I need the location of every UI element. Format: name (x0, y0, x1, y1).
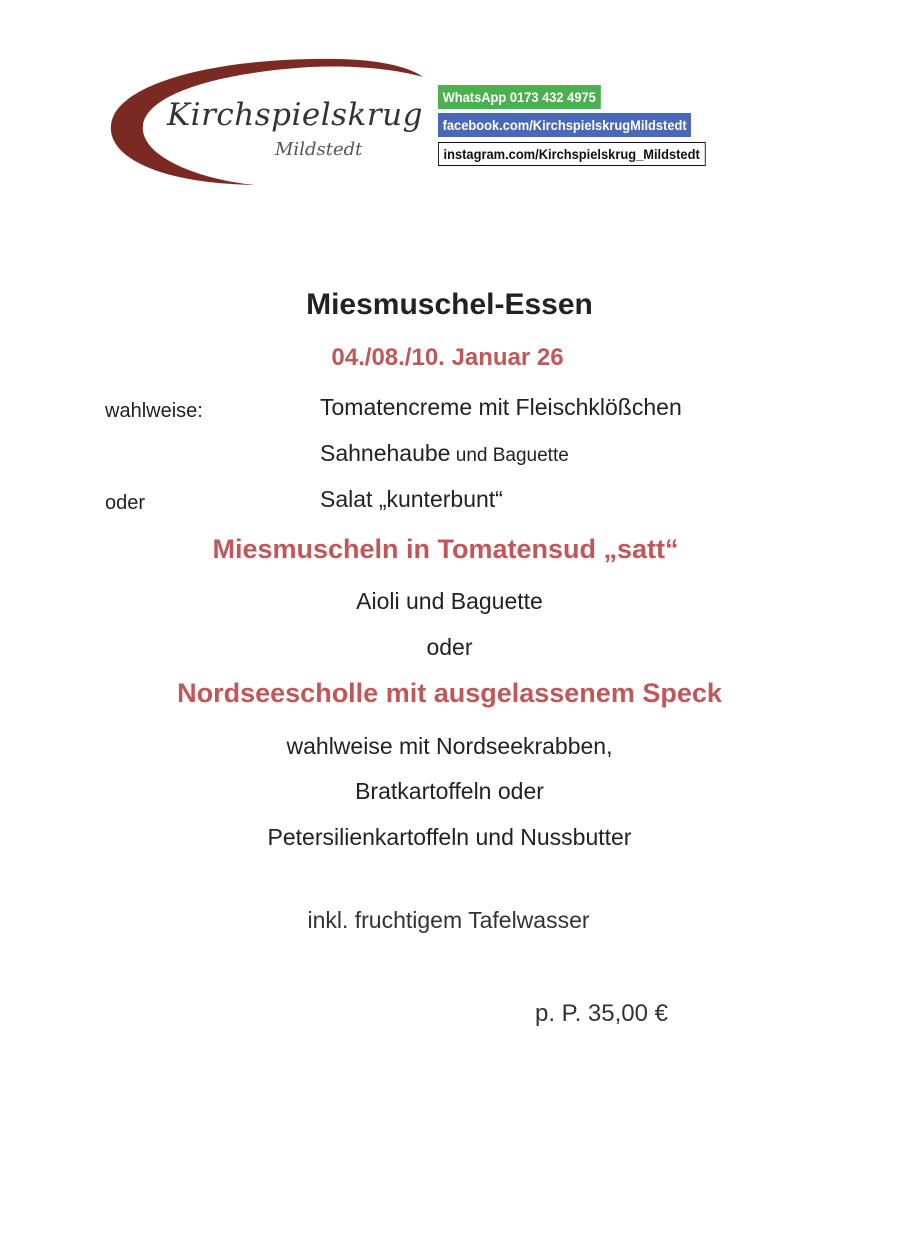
plaice-side-3: Petersilienkartoffeln und Nussbutter (267, 824, 632, 850)
starter-soup-extra (320, 440, 569, 467)
price: p. P. 35,00 € (535, 1000, 669, 1027)
mussels-side: Aioli und Baguette (356, 588, 543, 614)
main-course-mussels: Miesmuscheln in Tomatensud „satt“ (212, 534, 679, 564)
starter-label-choice: wahlweise: (105, 400, 203, 422)
starter-soup-topping: Sahnehaube (320, 440, 451, 466)
restaurant-logo (105, 55, 425, 195)
plaice-side-1: wahlweise mit Nordseekrabben, (286, 733, 613, 759)
logo-subtitle: Mildstedt (275, 139, 363, 160)
menu-title: Miesmuschel-Essen (306, 288, 593, 321)
event-dates: 04./08./10. Januar 26 (331, 344, 564, 371)
drink-included: inkl. fruchtigem Tafelwasser (307, 907, 590, 933)
instagram-link[interactable]: instagram.com/Kirchspielskrug_Mildstedt (438, 142, 705, 166)
logo-name: Kirchspielskrug (167, 97, 423, 133)
whatsapp-badge[interactable]: WhatsApp 0173 432 4975 (438, 85, 600, 109)
main-course-plaice: Nordseescholle mit ausgelassenem Speck (177, 678, 722, 708)
main-or-label: oder (426, 634, 473, 660)
starter-soup-side: und Baguette (450, 445, 569, 466)
plaice-side-2: Bratkartoffeln oder (355, 778, 544, 804)
facebook-link[interactable]: facebook.com/KirchspielskrugMildstedt (438, 113, 691, 137)
starter-soup: Tomatencreme mit Fleischklößchen (320, 394, 682, 420)
starter-label-or: oder (105, 492, 146, 514)
starter-salad: Salat „kunterbunt“ (320, 486, 503, 512)
